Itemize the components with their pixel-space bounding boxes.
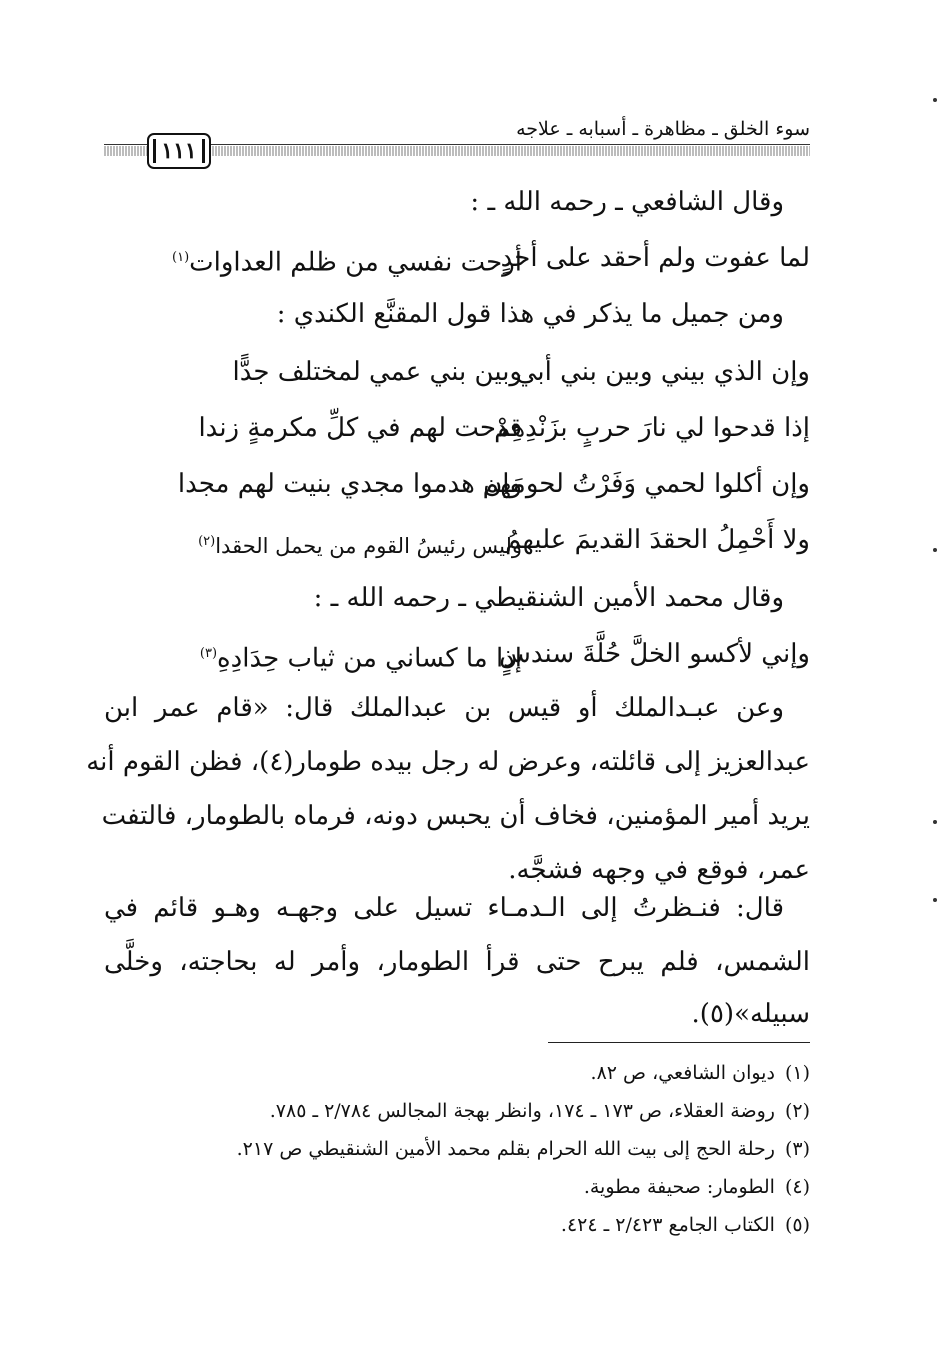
paragraph1-line-2: عبدالعزيز إلى قائلته، وعرض له رجل بيده طومار(٤)، فظن القوم أنه [86,747,810,777]
footnote-text: الطومار: صحيفة مطوية. [583,1176,775,1198]
footnote-number: (٥) [784,1214,810,1236]
scan-speck [933,820,937,824]
scan-speck [933,98,937,102]
footnote-ref: (٢) [198,534,216,549]
paragraph1-line-1: وعن عبـدالملك أو قيس بن عبدالملك قال: «قام عمر ابن [104,693,784,723]
paragraph1-line-4: عمر، فوقع في وجهه فشجَّه. [508,855,810,885]
verse-kindi-4-first: ولا أَحْمِلُ الحقدَ القديمَ عليهمُ [505,525,810,555]
footnote-text: الكتاب الجامع ٢/٤٢٣ ـ ٤٢٤. [560,1214,775,1236]
verse-text: إذا ما كساني من ثياب حِدَادِهِ [217,643,522,674]
paragraph2-line-3: سبيله»(٥). [691,999,810,1029]
verse-kindi-3-second: وإن هدموا مجدي بنيت لهم مجدا [177,469,522,499]
footnote-4 [584,1172,810,1202]
verse-shafii-second [172,238,522,283]
paragraph1-line-3: يريد أمير المؤمنين، فخاف أن يحبس دونه، فرماه بالطومار، فالتفت [101,801,810,831]
verse-kindi-2-first: إذا قدحوا لي نارَ حربٍ بزَنْدِهِمْ [494,413,810,443]
page-number: ١١١ [147,133,211,169]
paragraph2-line-1: قال: فنـظرتُ إلى الـدمـاء تسيل على وجهـه وهـو قائم في [104,893,784,923]
intro-shinqiti: وقال محمد الأمين الشنقيطي ـ رحمه الله ـ : [313,583,784,613]
footnote-number: (٤) [784,1176,810,1198]
verse-text: وليس رئيسُ القوم من يحمل الحقدا [215,534,522,558]
intro-kindi: ومن جميل ما يذكر في هذا قول المقنَّع الكندي : [276,299,784,329]
verse-shafii-first: لما عفوت ولم أحقد على أحدٍ [500,243,810,273]
footnote-number: (٣) [784,1138,810,1160]
footnote-text: روضة العقلاء، ص ١٧٣ ـ ١٧٤، وانظر بهجة المجالس ٢/٧٨٤ ـ ٧٨٥. [269,1100,775,1122]
footnote-text: ديوان الشافعي، ص ٨٢. [590,1062,775,1084]
paragraph2-line-2: الشمس، فلم يبرح حتى قرأ الطومار، وأمر له بحاجته، وخلَّى [104,947,810,977]
footnote-5 [561,1210,810,1240]
verse-shinqiti-first: وإني لأكسو الخلَّ حُلَّةَ سندسٍ [499,639,810,669]
footnote-1 [591,1058,810,1088]
verse-shinqiti-second [200,634,522,679]
scan-speck [933,898,937,902]
running-title: سوء الخلق ـ مظاهرة ـ أسبابه ـ علاجه [516,118,810,140]
footnote-number: (٢) [784,1100,810,1122]
verse-kindi-2-second: قدحت لهم في كلِّ مكرمةٍ زندا [198,413,522,443]
footnote-ref: (٣) [199,646,218,661]
verse-kindi-1-first: وإن الذي بيني وبين بني أبي [515,357,810,387]
verse-kindi-4-second [198,522,522,566]
verse-kindi-1-second: وبين بني عمي لمختلف جدًّا [232,357,522,387]
footnote-separator [548,1042,810,1043]
footnote-number: (١) [784,1062,810,1084]
verse-kindi-3-first: وإن أكلوا لحمي وَفَرْتُ لحومَهم [482,469,810,499]
footnote-3 [237,1134,810,1164]
intro-shafii: وقال الشافعي ـ رحمه الله ـ : [470,187,784,217]
footnote-text: رحلة الحج إلى بيت الله الحرام بقلم محمد الأمين الشنقيطي ص ٢١٧. [236,1138,775,1160]
footnote-2 [270,1096,810,1126]
verse-text: أرحت نفسي من ظلم العداوات [189,247,522,278]
footnote-ref: (١) [172,250,190,265]
scan-speck [933,548,937,552]
